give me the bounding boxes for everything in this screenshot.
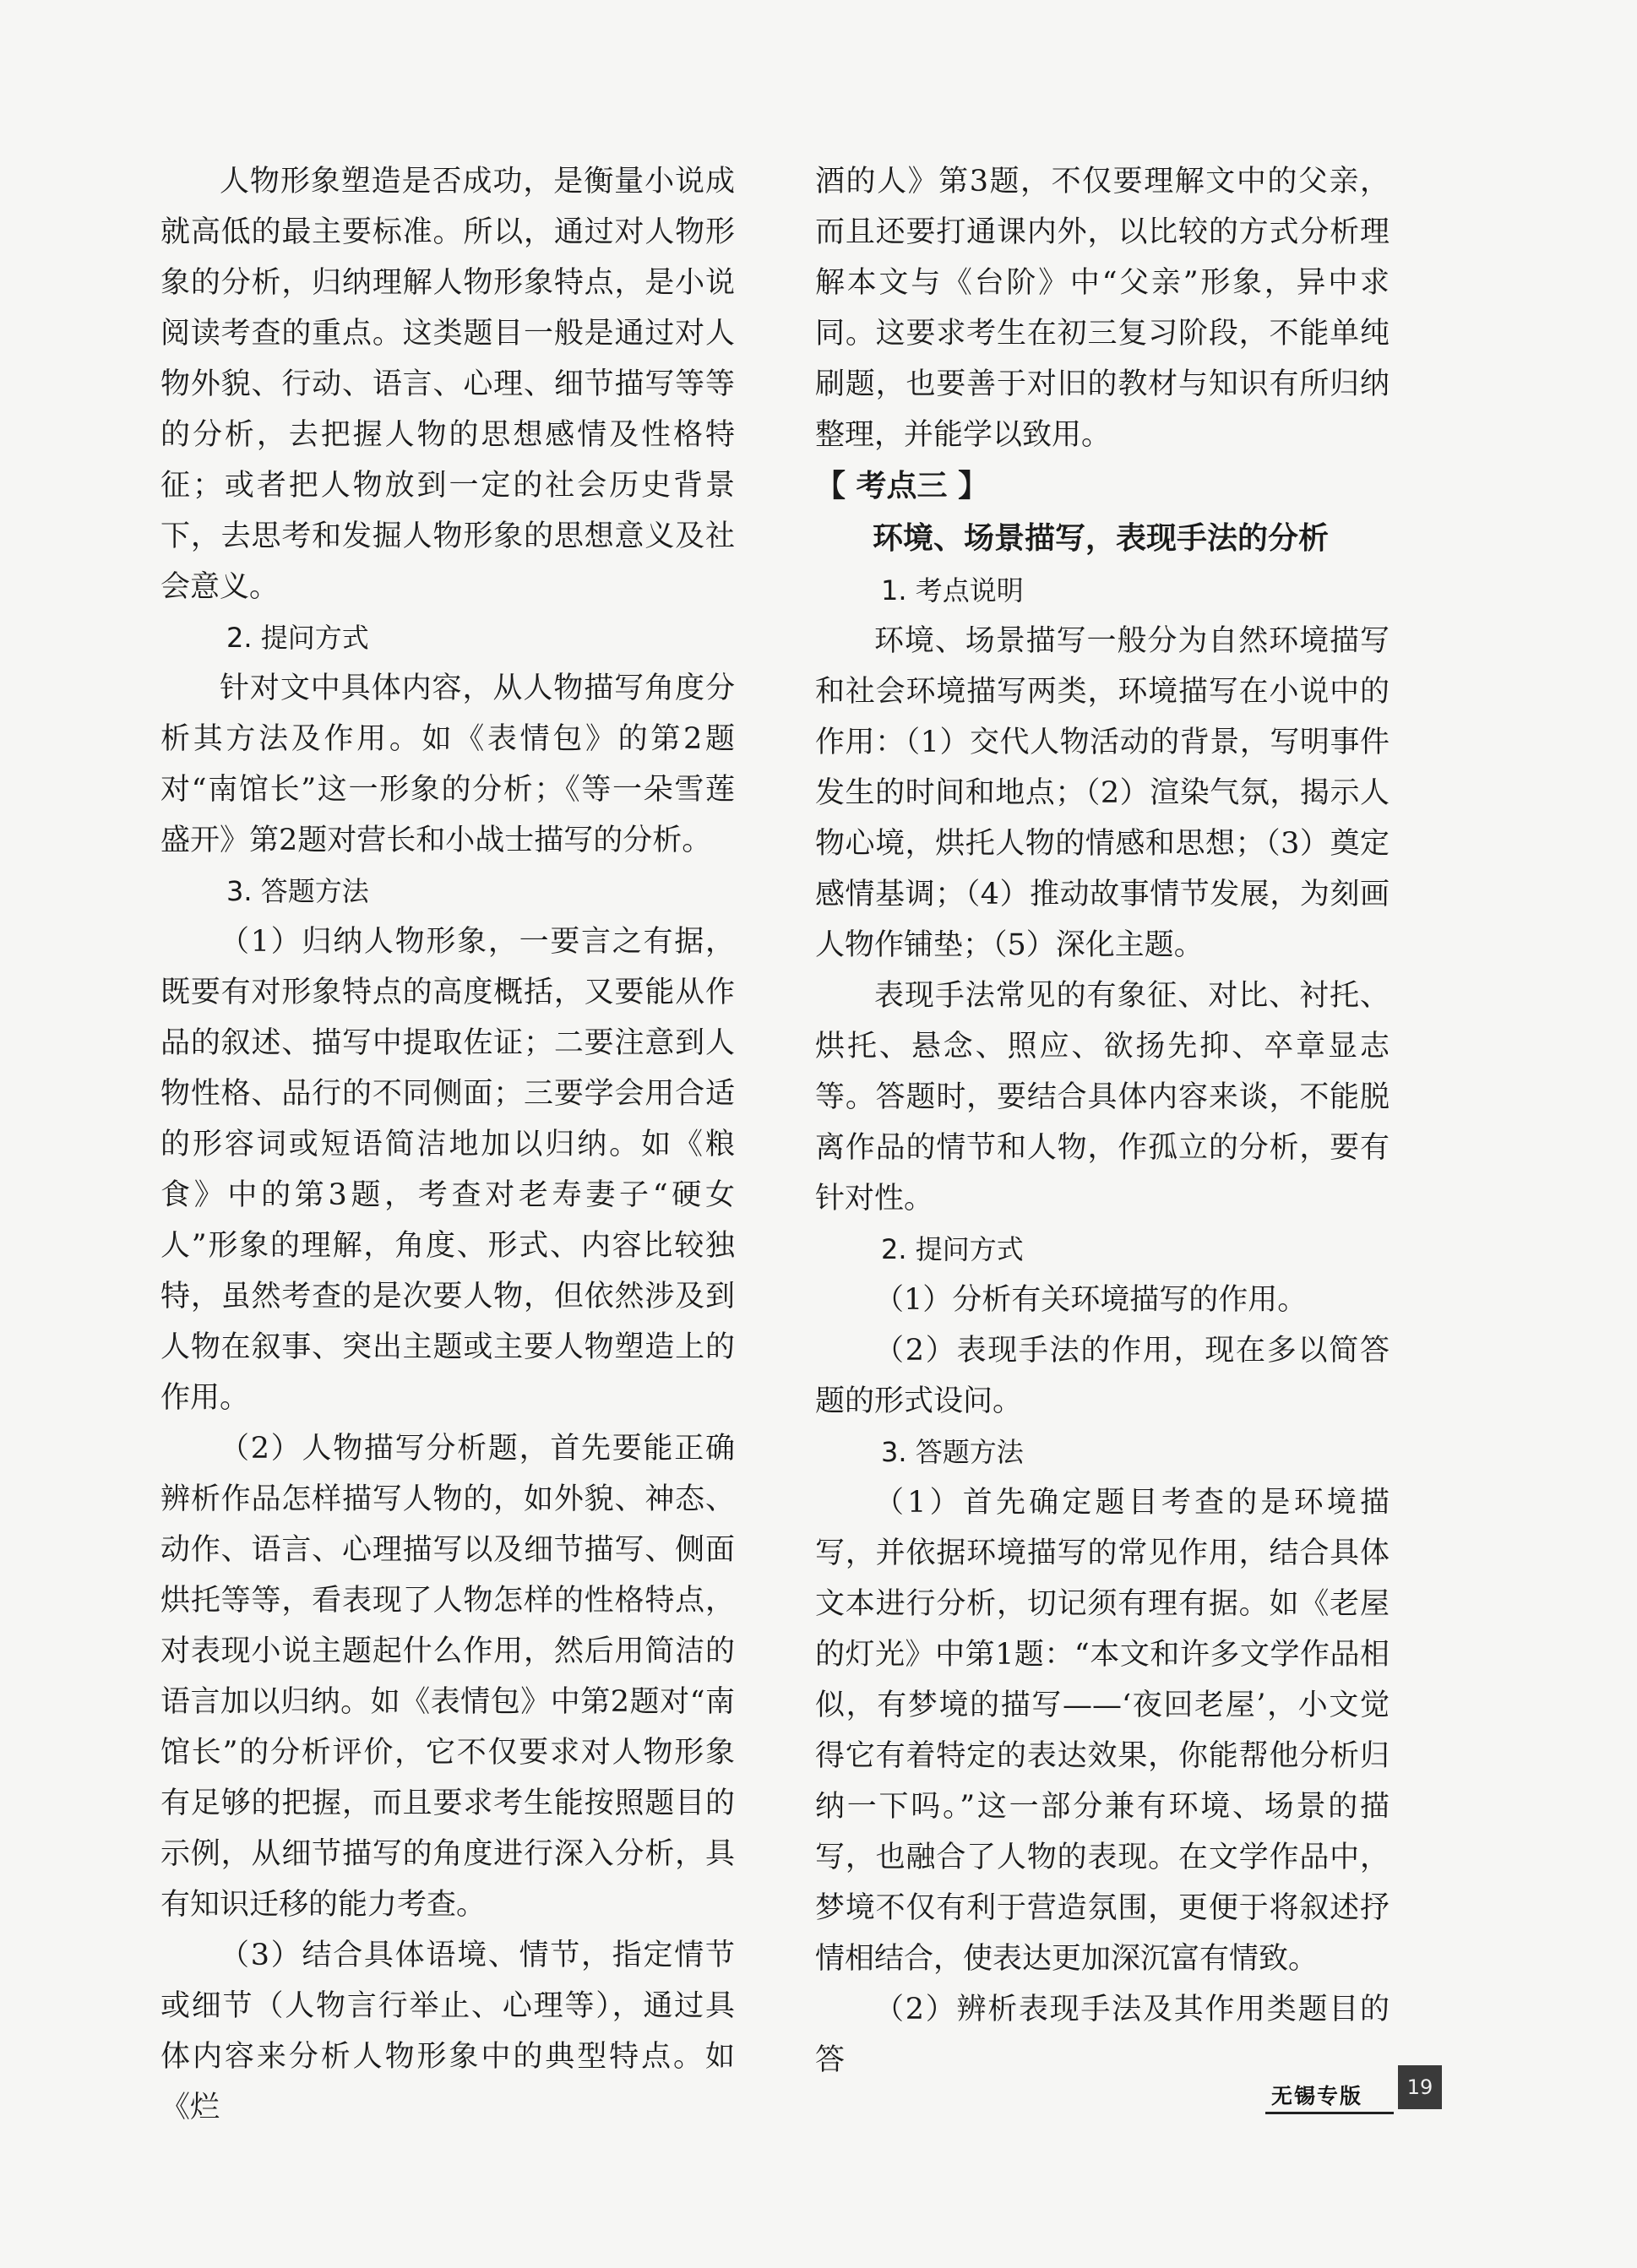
section-heading: 1. 考点说明 [881, 574, 1024, 606]
footer-divider [1265, 2112, 1394, 2114]
paragraph: （2）人物描写分析题，首先要能正确辨析作品怎样描写人物的，如外貌、神态、动作、语言、心理描写以及细节描写、侧面烘托等等，看表现了人物怎样的性格特点，对表现小说主题起什么作用，然后用简洁的语言加以归纳。如《表情包》中第2题对“南馆长”的分析评价，它不仅要求对人物形象有足够的把握，而且要求考生能按照题目的示例，从细节描写的角度进行深入分析，具有知识迁移的能力考查。 [160, 1432, 735, 1922]
paragraph: （1）归纳人物形象，一要言之有据，既要有对形象特点的高度概括，又要能从作品的叙述、描写中提取佐证；二要注意到人物性格、品行的不同侧面；三要学会用合适的形容词或短语简洁地加以归纳。如《粮食》中的第3题，考查对老寿妻子“硬女人”形象的理解，角度、形式、内容比较独特，虽然考查的是次要人物，但依然涉及到人物在叙事、突出主题或主要人物塑造上的作用。 [160, 925, 735, 1415]
section-title: 环境、场景描写，表现手法的分析 [873, 521, 1330, 556]
section-heading: 3. 答题方法 [881, 1436, 1024, 1468]
paragraph: （1）分析有关环境描写的作用。 [874, 1283, 1308, 1317]
section-heading: 2. 提问方式 [881, 1233, 1024, 1265]
paragraph: 环境、场景描写一般分为自然环境描写和社会环境描写两类，环境描写在小说中的作用：（1）交代人物活动的背景，写明事件发生的时间和地点；（2）渲染气氛，揭示人物心境，烘托人物的情感和思想；（3）奠定感情基调；（4）推动故事情节发展，为刻画人物作铺垫；（5）深化主题。 [815, 624, 1390, 962]
paragraph: 表现手法常见的有象征、对比、衬托、烘托、悬念、照应、欲扬先抑、卒章显志等。答题时，要结合具体内容来谈，不能脱离作品的情节和人物，作孤立的分析，要有针对性。 [815, 979, 1390, 1216]
paragraph: 针对文中具体内容，从人物描写角度分析其方法及作用。如《表情包》的第2题对“南馆长”这一形象的分析；《等一朵雪莲盛开》第2题对营长和小战士描写的分析。 [160, 672, 735, 857]
paragraph: 人物形象塑造是否成功，是衡量小说成就高低的最主要标准。所以，通过对人物形象的分析，归纳理解人物形象特点，是小说阅读考查的重点。这类题目一般是通过对人物外貌、行动、语言、心理、细节描写等等的分析，去把握人物的思想感情及性格特征；或者把人物放到一定的社会历史背景下，去思考和发掘人物形象的思想意义及社会意义。 [160, 165, 735, 604]
left-column [160, 156, 735, 2133]
page-number: 19 [1398, 2065, 1442, 2109]
paragraph: （2）表现手法的作用，现在多以简答题的形式设问。 [815, 1334, 1390, 1418]
paragraph: （3）结合具体语境、情节，指定情节或细节（人物言行举止、心理等），通过具体内容来分析人物形象中的典型特点。如《烂 [160, 1939, 735, 2124]
paragraph: （1）首先确定题目考查的是环境描写，并依据环境描写的常见作用，结合具体文本进行分析，切记须有理有据。如《老屋的灯光》中第1题：“本文和许多文学作品相似，有梦境的描写——‘夜回老屋’，小文觉得它有着特定的表达效果，你能帮他分析归纳一下吗。”这一部分兼有环境、场景的描写，也融合了人物的表现。在文学作品中，梦境不仅有利于营造氛围，更便于将叙述抒情相结合，使表达更加深沉富有情致。 [815, 1486, 1390, 1976]
section-heading: 3. 答题方法 [226, 875, 369, 907]
right-column [815, 156, 1390, 2086]
section-heading: 2. 提问方式 [226, 622, 369, 654]
paragraph: 酒的人》第3题，不仅要理解文中的父亲，而且还要打通课内外，以比较的方式分析理解本文与《台阶》中“父亲”形象，异中求同。这要求考生在初三复习阶段，不能单纯刷题，也要善于对旧的教材与知识有所归纳整理，并能学以致用。 [815, 165, 1390, 452]
section-label: 【 考点三 】 [815, 469, 989, 503]
paragraph: （2）辨析表现手法及其作用类题目的答 [815, 1993, 1390, 2077]
edition-label: 无锡专版 [1271, 2084, 1363, 2108]
